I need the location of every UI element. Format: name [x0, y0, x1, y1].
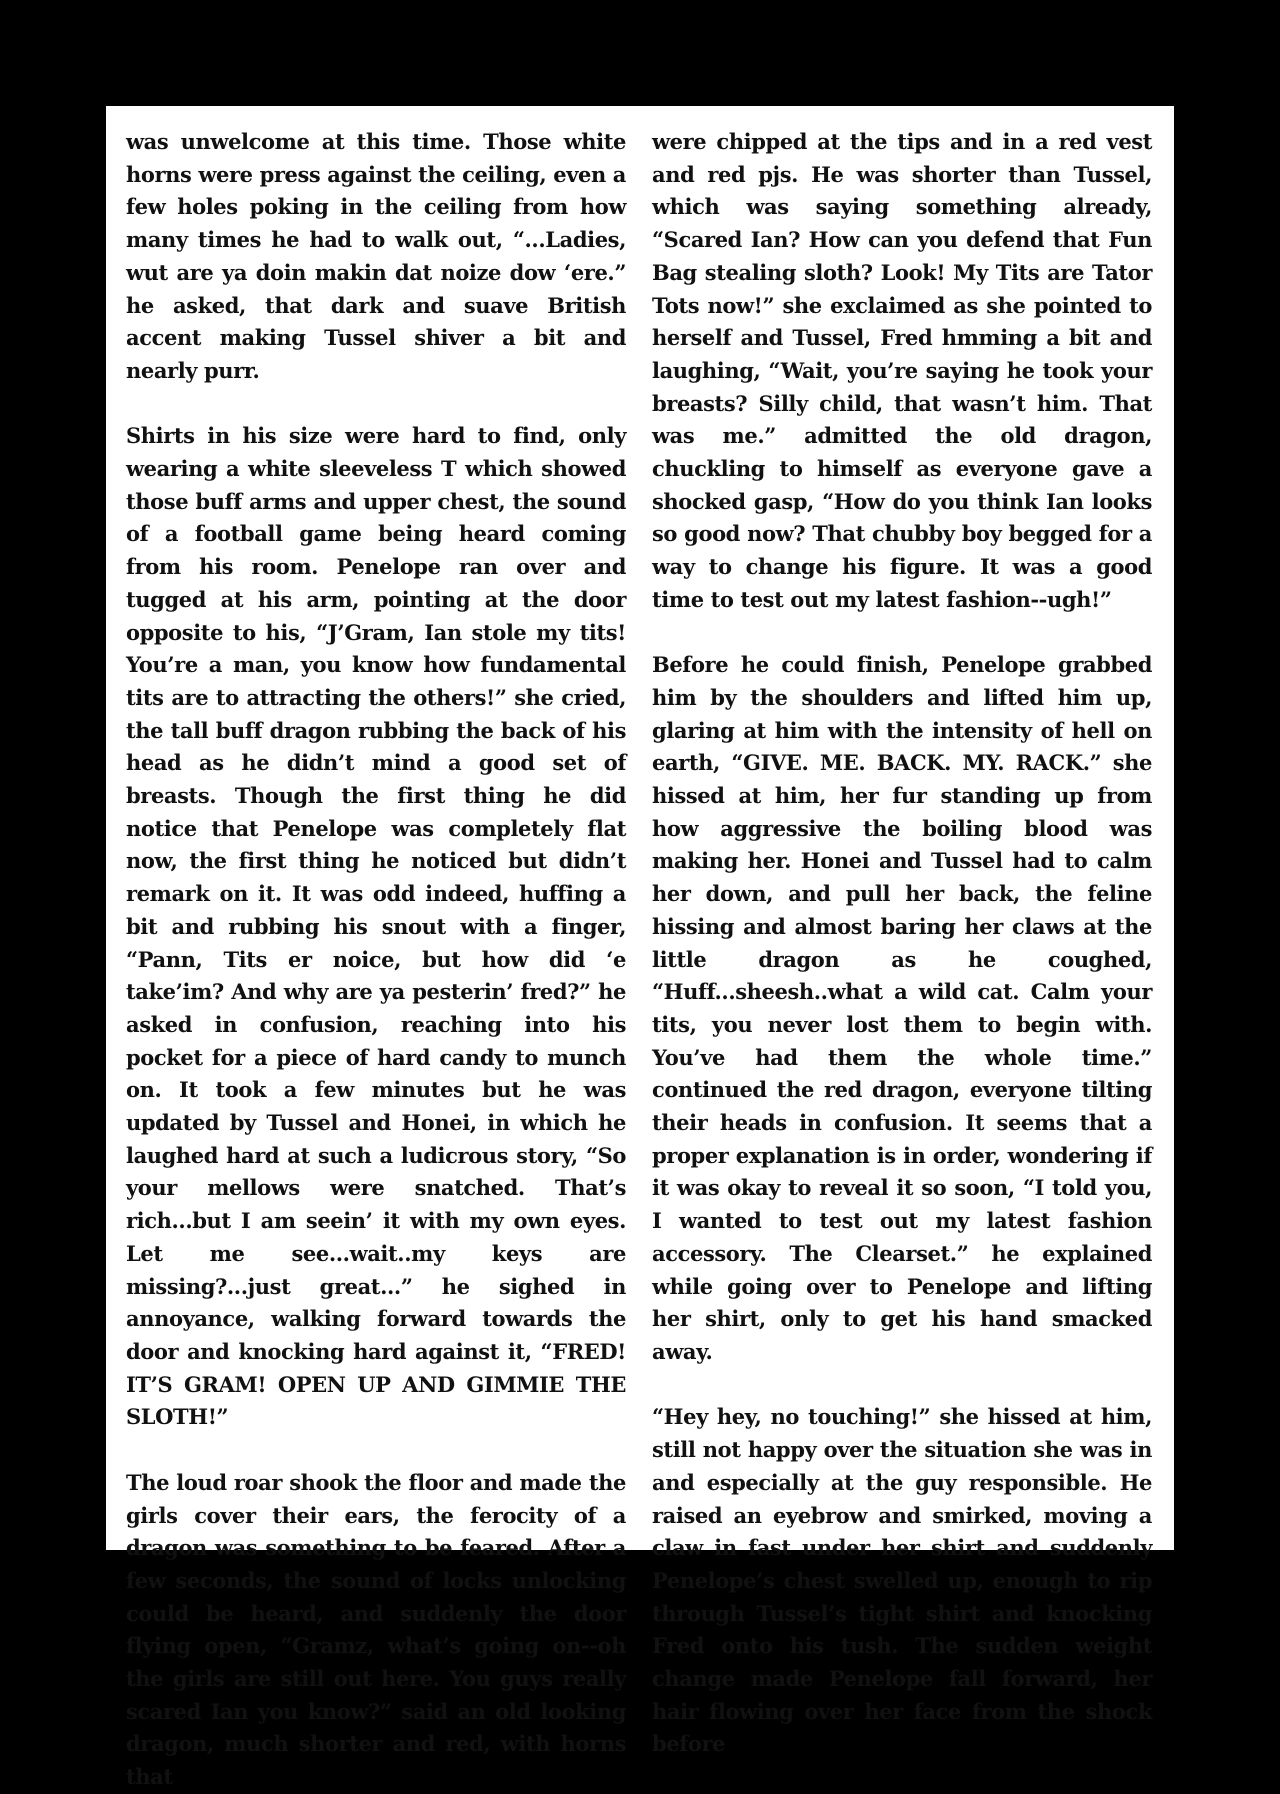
paragraph: The loud roar shook the floor and made the girls cover their ears, the ferocity of a dragon was something to be feared. After a few seconds, the sound of locks unlocking could be heard, and suddenly the door flying open, “Gramz, what’s going on--oh the girls are still out here. You guys really scared Ian you know?” said an old looking dragon, much shorter and red, with horns that — [126, 1469, 626, 1790]
paragraph: Before he could finish, Penelope grabbed him by the shoulders and lifted him up, glaring at him with the intensity of hell on earth, “GIVE. ME. BACK. MY. RACK.” she hissed at him, her fur standing up from how aggressive the boiling blood was making her. Honei and Tussel had to calm her down, and pull her back, the feline hissing and almost baring her claws at the little dragon as he coughed, “Huff...sheesh..what a wild cat. Calm your tits, you never lost them to begin with. You’ve had them the whole time.” continued the red dragon, everyone tilting their heads in confusion. It seems that a proper explanation is in order, wondering if it was okay to reveal it so soon, “I told you, I wanted to test out my latest fashion accessory. The Clearset.” he explained while going over to Penelope and lifting her shirt, only to get his hand smacked away. — [652, 652, 1152, 1364]
left-column — [126, 126, 626, 1794]
paragraph: were chipped at the tips and in a red vest and red pjs. He was shorter than Tussel, which was saying something already, “Scared Ian? How can you defend that Fun Bag stealing sloth? Look! My Tits are Tator Tots now!” she exclaimed as she pointed to herself and Tussel, Fred hmming a bit and laughing, “Wait, you’re saying he took your breasts? Silly child, that wasn’t him. That was me.” admitted the old dragon, chuckling to himself as everyone gave a shocked gasp, “How do you think Ian looks so good now? That chubby boy begged for a way to change his figure. It was a good time to test out my latest fashion--ugh!” — [652, 129, 1152, 612]
paragraph: was unwelcome at this time. Those white horns were press against the ceiling, even a few holes poking in the ceiling from how many times he had to walk out, “...Ladies, wut are ya doin makin dat noize dow ‘ere.” he asked, that dark and suave British accent making Tussel shiver a bit and nearly purr. — [126, 129, 626, 383]
paragraph: “Hey hey, no touching!” she hissed at him, still not happy over the situation she was in and especially at the guy responsible. He raised an eyebrow and smirked, moving a claw in fast under her shirt and suddenly Penelope’s chest swelled up, enough to rip through Tussel’s tight shirt and knocking Fred onto his tush. The sudden weight change made Penelope fall forward, her hair flowing over her face from the shock before — [652, 1404, 1152, 1757]
paragraph: Shirts in his size were hard to find, only wearing a white sleeveless T which showed those buff arms and upper chest, the sound of a football game being heard coming from his room. Penelope ran over and tugged at his arm, pointing at the door opposite to his, “J’Gram, Ian stole my tits! You’re a man, you know how fundamental tits are to attracting the others!” she cried, the tall buff dragon rubbing the back of his head as he didn’t mind a good set of breasts. Though the first thing he did notice that Penelope was completely flat now, the first thing he noticed but didn’t remark on it. It was odd indeed, huffing a bit and rubbing his snout with a finger, “Pann, Tits er noice, but how did ‘e take’im? And why are ya pesterin’ fred?” he asked in confusion, reaching into his pocket for a piece of hard candy to munch on. It took a few minutes but he was updated by Tussel and Honei, in which he laughed hard at such a ludicrous story, “So your mellows were snatched. That’s rich...but I am seein’ it with my own eyes. Let me see...wait..my keys are missing?...just great...” he sighed in annoyance, walking forward towards the door and knocking hard against it, “FRED! IT’S GRAM! OPEN UP AND GIMMIE THE SLOTH!” — [126, 423, 626, 1430]
document-page — [106, 106, 1174, 1790]
right-column — [652, 126, 1152, 1761]
